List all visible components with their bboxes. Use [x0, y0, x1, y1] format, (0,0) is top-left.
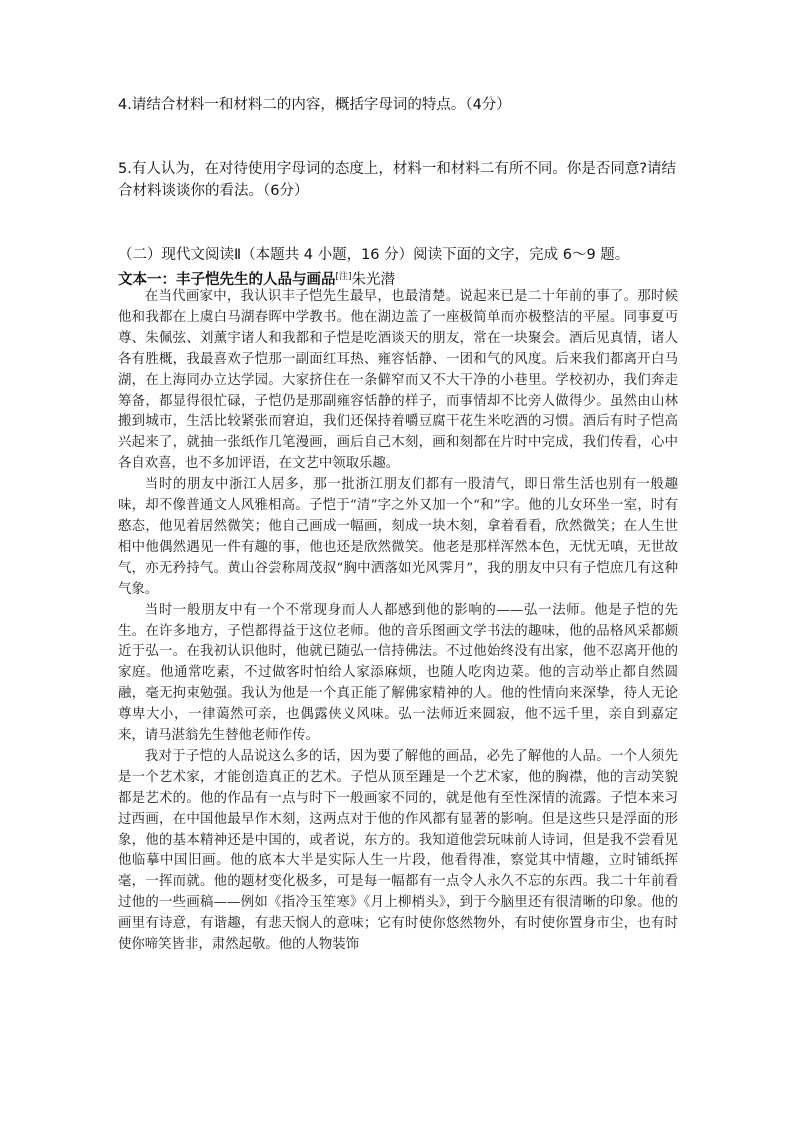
text1-title: 文本一：丰子恺先生的人品与画品: [118, 272, 336, 288]
article-body: [118, 287, 678, 956]
question-4: 4.请结合材料一和材料二的内容，概括字母词的特点。（4分）: [118, 97, 511, 113]
paragraph: 当时一般朋友中有一个不常现身而人人都感到他的影响的——弘一法师。他是子恺的先生。在许多地方，子恺都得益于这位老师。他的音乐图画文学书法的趣味，他的品格风采都颇近于弘一。在我初认识他时，他就已随弘一信持佛法。不过他始终没有出家，他不忍离开他的家庭。他通常吃素，不过做客时怕给人家添麻烦，也随人吃肉边菜。他的言动举止都自然圆融，毫无拘束勉强。我认为他是一个真正能了解佛家精神的人。他的性情向来深挚，待人无论尊卑大小，一律蔼然可亲，也偶露侠义风味。弘一法师近来圆寂，他不远千里，亲自到嘉定来，请马湛翁先生替他老师作传。: [118, 602, 678, 744]
question-5: 5.有人认为，在对待使用字母词的态度上，材料一和材料二有所不同。你是否同意?请结合材料谈谈你的看法。（6分）: [118, 161, 677, 199]
paragraph: 我对于子恺的人品说这么多的话，因为要了解他的画品，必先了解他的人品。一个人须先是一个艺术家，才能创造真正的艺术。子恺从顶至踵是一个艺术家，他的胸襟，他的言动笑貌都是艺术的。他的作品有一点与时下一般画家不同的，就是他有至性深情的流露。子恺本来习过西画，在中国他最早作木刻，这两点对于他的作风都有显著的影响。但是这些只是浮面的形象，他的基本精神还是中国的，或者说，东方的。我知道他尝玩味前人诗词，但是我不尝看见他临摹中国旧画。他的底本大半是实际人生一片段，他看得准，察觉其中情趣，立时铺纸挥毫，一挥而就。他的题材变化极多，可是每一幅都有一点令人永久不忘的东西。我二十年前看过他的一些画稿——例如《指冷玉笙寒》《月上柳梢头》，到于今脑里还有很清晰的印象。他的画里有诗意，有谐趣，有悲天悯人的意味；它有时使你悠然物外，有时使你置身市尘，也有时使你啼笑皆非，肃然起敬。他的人物装饰: [118, 748, 678, 953]
text1-author: 朱光潜: [351, 272, 396, 288]
section-heading: （二）现代文阅读Ⅱ（本题共 4 小题，16 分）阅读下面的文字，完成 6～9 题。: [118, 247, 630, 263]
paragraph: 在当代画家中，我认识丰子恺先生最早，也最清楚。说起来已是二十年前的事了。那时候他和我都在上虞白马湖春晖中学教书。他在湖边盖了一座极简单而亦极整洁的平屋。同事夏丏尊、朱佩弦、刘薰宇诸人和我都和子恺是吃酒谈天的朋友，常在一块聚会。酒后见真情，诸人各有胜概，我最喜欢子恺那一副面红耳热、雍容恬静、一团和气的风度。后来我们都离开白马湖，在上海同办立达学园。大家挤住在一条僻窄而又不大干净的小巷里。学校初办，我们奔走筹备，都显得很忙碌，子恺仍是那副雍容恬静的样子，而事情却不比旁人做得少。虽然由山林搬到城市，生活比较紧张而窘迫，我们还保持着嚼豆腐干花生米吃酒的习惯。酒后有时子恺高兴起来了，就抽一张纸作几笔漫画，画后自己木刻，画和刻都在片时中完成，我们传看，心中各自欢喜，也不多加评语，在文艺中领取乐趣。: [118, 289, 678, 472]
paragraph: 当时的朋友中浙江人居多，那一批浙江朋友们都有一股清气，即日常生活也别有一般趣味，却不像普通文人风雅相高。子恺于“清”字之外又加一个“和”字。他的儿女环坐一室，时有憨态，他见着居然微笑；他自己画成一幅画，刻成一块木刻，拿着看看，欣然微笑；在人生世相中他偶然遇见一件有趣的事，他也还是欣然微笑。他老是那样浑然本色，无忧无嗔，无世故气，亦无矜持气。黄山谷尝称周茂叔“胸中洒落如光风霁月”，我的朋友中只有子恺庶几有这种气象。: [118, 477, 678, 597]
note-marker: [注]: [335, 272, 352, 282]
